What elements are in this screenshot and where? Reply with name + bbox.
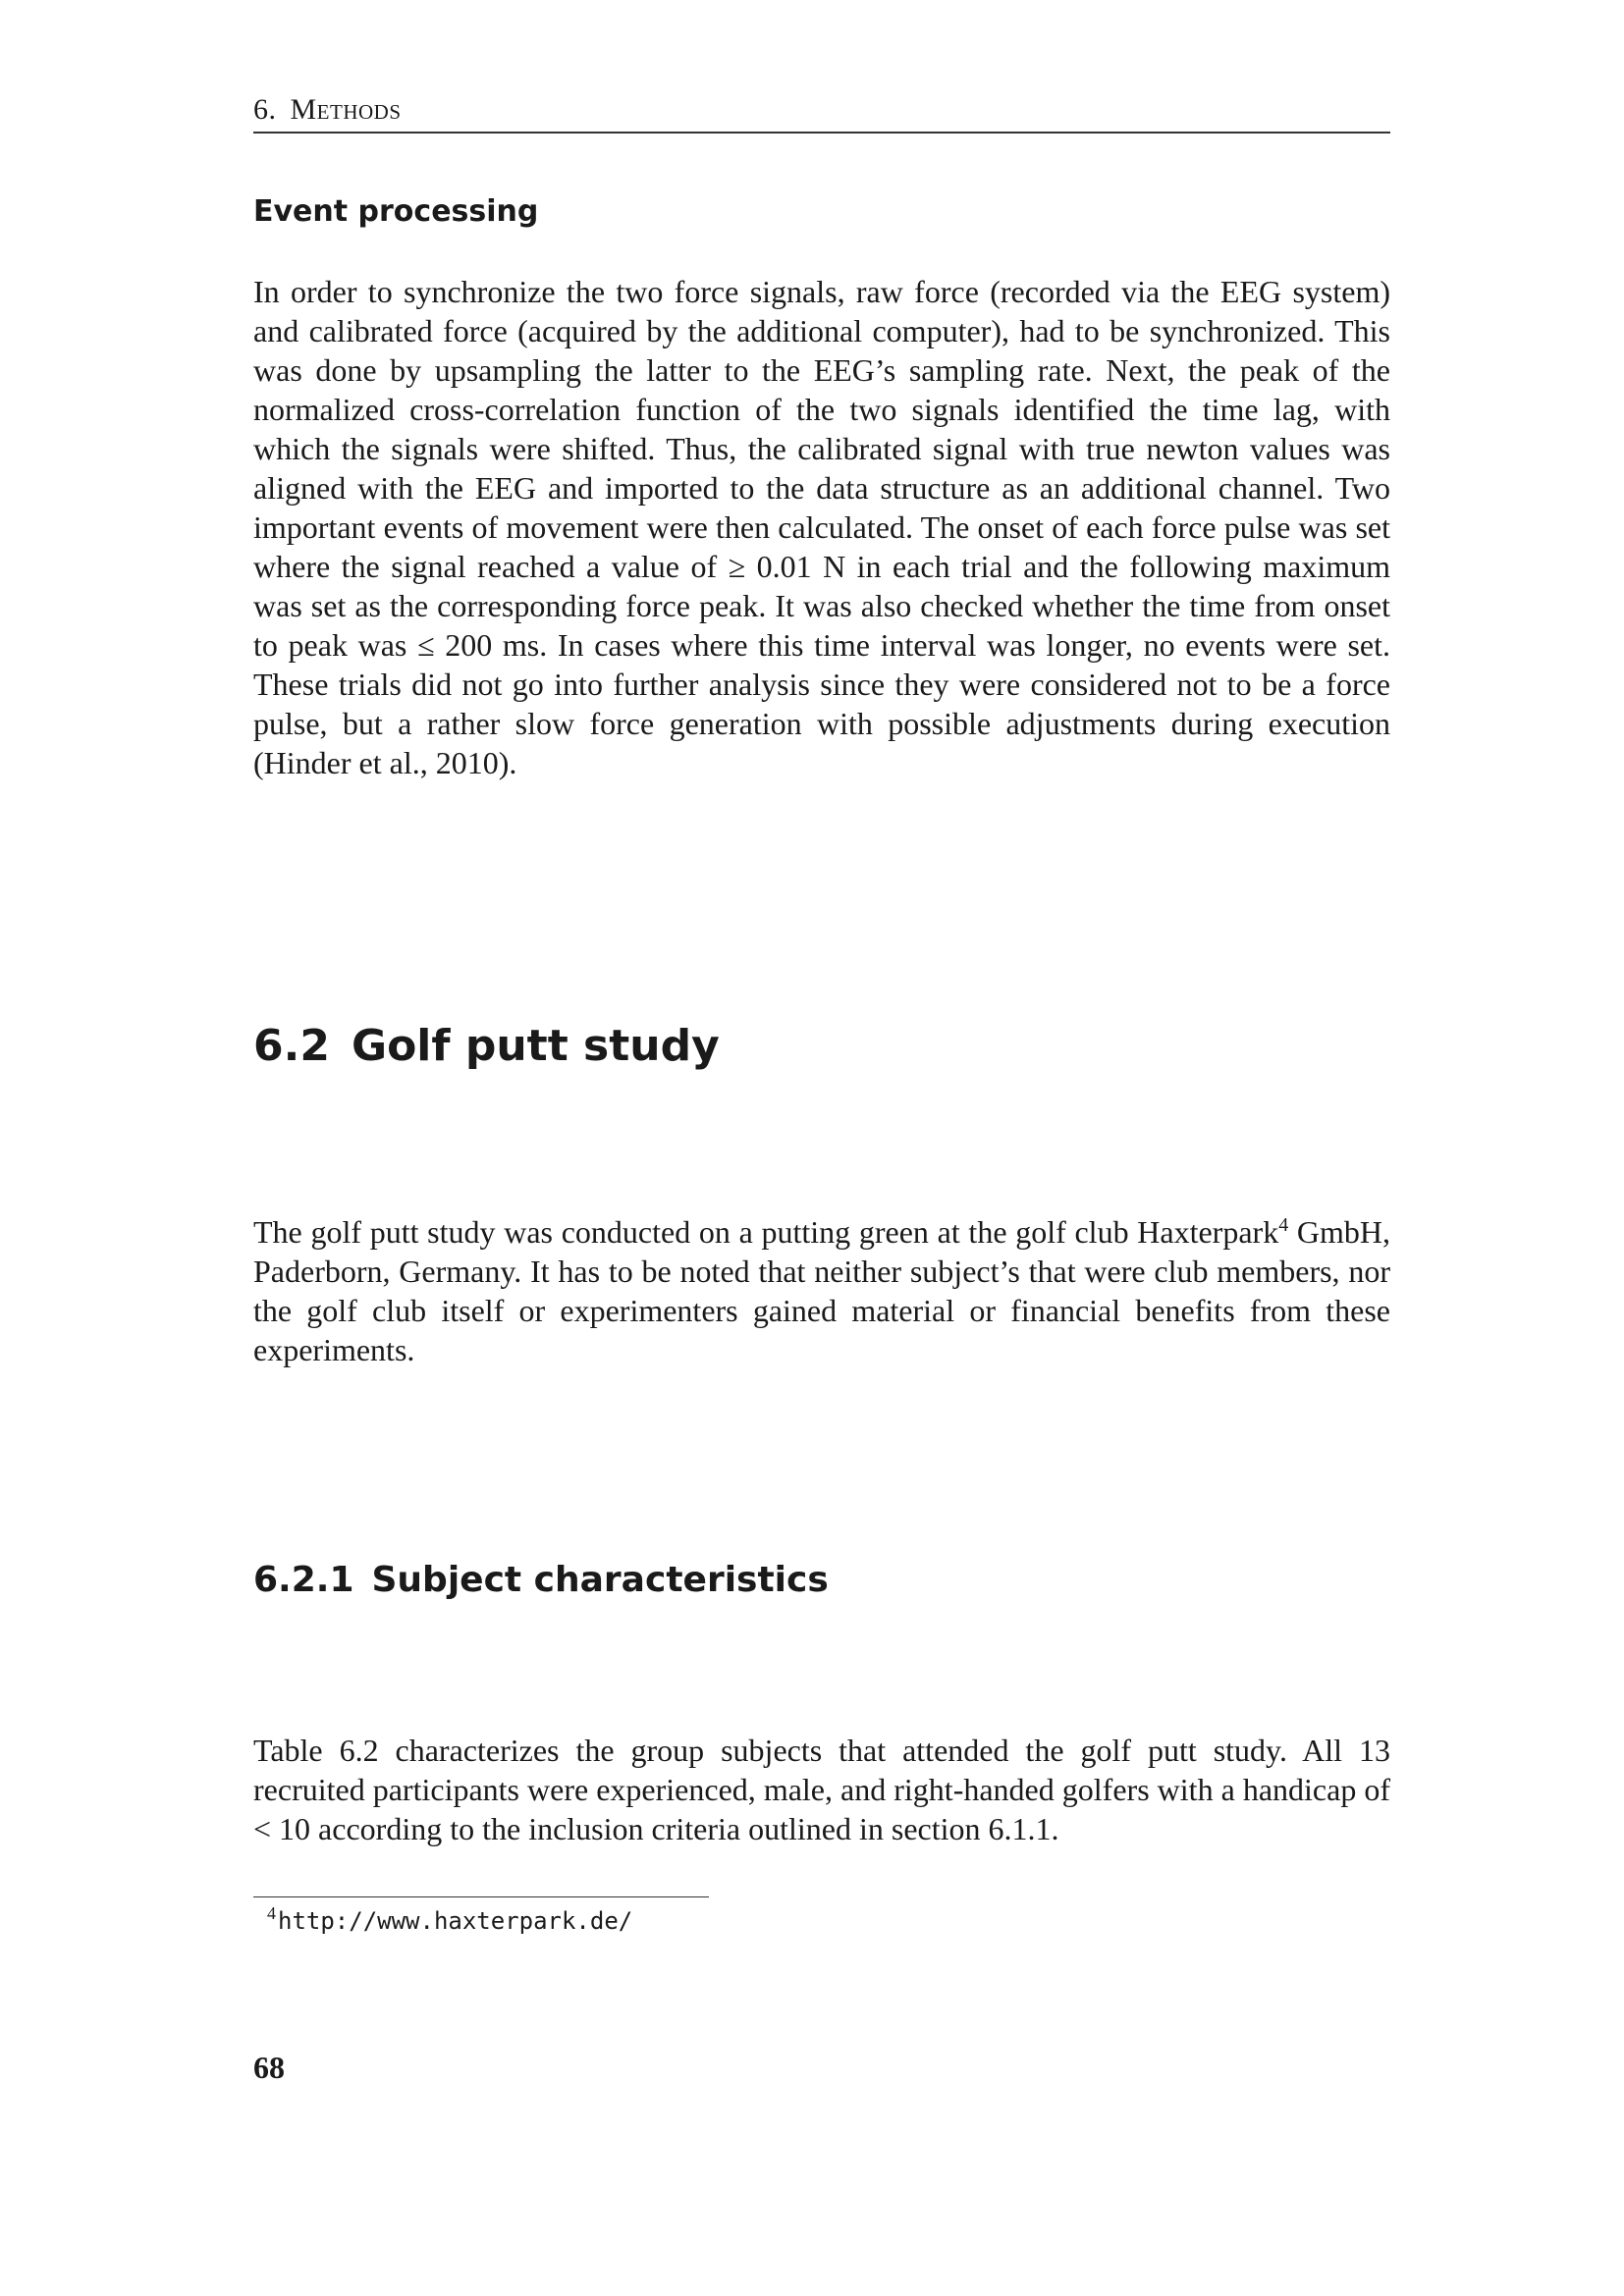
subsection-title: Subject characteristics xyxy=(371,1560,829,1600)
chapter-title: Methods xyxy=(290,93,402,126)
subject-characteristics-paragraph: Table 6.2 characterizes the group subjects that attended the golf putt study. All 13 recruited participants were experienced, male, and right-handed golfers with a handicap of < 10 according to the inclusion criteria outlined in section 6.1.1. xyxy=(253,1733,1390,1846)
running-header xyxy=(253,90,1390,130)
footnote xyxy=(267,1904,632,1938)
footnote-number: 4 xyxy=(267,1903,276,1923)
event-processing-heading: Event processing xyxy=(253,194,539,229)
section-heading xyxy=(253,1017,720,1076)
subsection-number: 6.2.1 xyxy=(253,1560,354,1600)
event-processing-paragraph: In order to synchronize the two force signals, raw force (recorded via the EEG system) and calibrated force (acquired by the additional computer), had to be synchronized. This was done by upsampling the latter to the EEG’s sampling rate. Next, the peak of the normalized cross-correlation function of the two signals identified the time lag, with which the signals were shifted. Thus, the calibrated signal with true newton values was aligned with the EEG and imported to the data structure as an additional channel. Two important events of movement were then calculated. The onset of each force pulse was set where the signal reached a value of ≥ 0.01 N in each trial and the following maximum was set as the corresponding force peak. It was also checked whether the time from onset to peak was ≤ 200 ms. In cases where this time interval was longer, no events were set. These trials did not go into further analysis since they were considered not to be a force pulse, but a rather slow force generation with possible adjustments during execution (Hinder et al., 2010). xyxy=(253,274,1390,780)
page-number: 68 xyxy=(253,2050,285,2085)
golf-putt-paragraph-end: GmbH, Paderborn, Germany. It has to be noted that neither subject’s that were club members, nor the golf club itself or experimenters gained material or financial benefits from these experiments. xyxy=(253,1214,1391,1367)
subsection-heading xyxy=(253,1558,829,1603)
golf-putt-paragraph-start: The golf putt study was conducted on a putting green at the golf club Haxterpark xyxy=(253,1214,1279,1250)
section-title: Golf putt study xyxy=(351,1021,720,1071)
footnote-rule xyxy=(253,1896,709,1897)
header-rule xyxy=(253,132,1390,133)
footnote-mark[interactable]: 4 xyxy=(1278,1214,1289,1236)
footnote-url[interactable]: http://www.haxterpark.de/ xyxy=(278,1907,633,1935)
chapter-number: 6. xyxy=(253,93,277,126)
golf-putt-paragraph xyxy=(253,1212,1390,1369)
section-number: 6.2 xyxy=(253,1021,330,1071)
